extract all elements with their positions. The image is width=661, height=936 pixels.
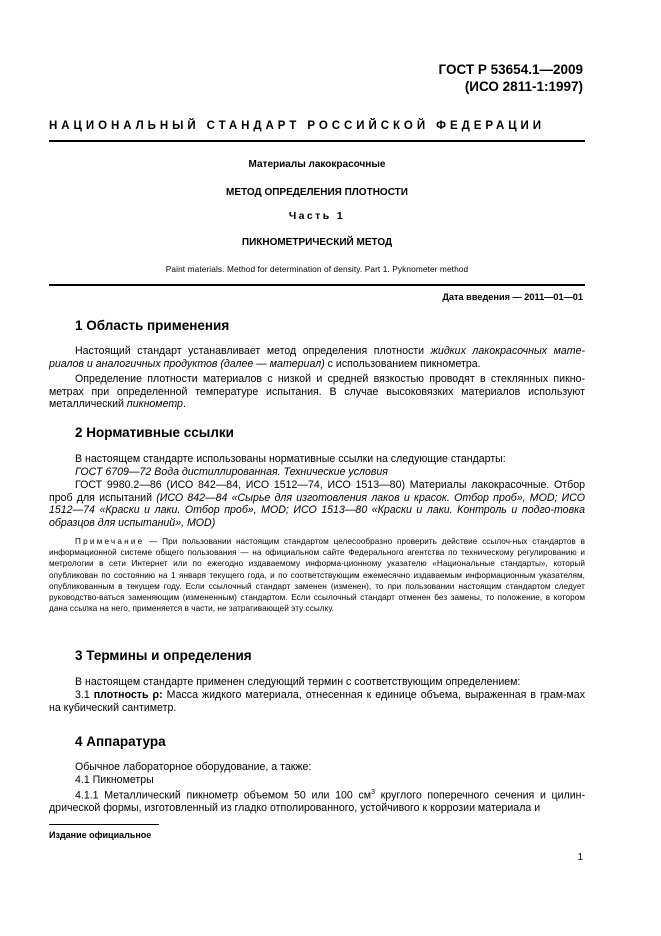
section-4-intro: Обычное лабораторное оборудование, а также: <box>75 761 312 773</box>
subsection-4-1-1: 4.1.1 Металлический пикнометр объемом 50 или 100 $см^3$ круглого поперечного сечения и цилин-дрической формы, изготовленный из гладко отполированного, устойчивого к коррозии материала и <box>49 789 586 815</box>
title-rule <box>49 284 585 286</box>
section-1-paragraph-1: Настоящий стандарт устанавливает метод определения плотности жидких лакокрасочных мате-риалов и аналогичных продуктов (далее — материал) с использованием пикнометра. <box>49 345 585 370</box>
iso-number: (ИСО 2811-1:1997) <box>464 79 583 94</box>
title-method: МЕТОД ОПРЕДЕЛЕНИЯ ПЛОТНОСТИ <box>226 187 408 198</box>
standard-number: ГОСТ Р 53654.1—2009 <box>438 62 583 77</box>
reference-gost-9980: ГОСТ 9980.2—86 (ИСО 842—84, ИСО 1512—74, ИСО 1513—80) Материалы лакокрасочные. Отбор проб для испытаний (ИСО 842—84 «Сырье для изготовления лаков и красок. Отбор проб», MOD; ИСО 1512—74 «Краски и лаки. Отбор проб», MOD; ИСО 1513—80 «Краски и лаки. Контроль и подго-товка образцов для испытаний», MOD) <box>49 479 585 529</box>
section-2-intro: В настоящем стандарте использованы нормативные ссылки на следующие стандарты: <box>75 453 506 465</box>
term-density: 3.1 плотность ρ: Масса жидкого материала, отнесенная к единице объема, выраженная в грам-мах на кубический сантиметр. <box>49 689 585 714</box>
subsection-4-1: 4.1 Пикнометры <box>75 774 154 786</box>
section-1-heading: 1 Область применения <box>75 318 230 333</box>
title-pyknometer: ПИКНОМЕТРИЧЕСКИЙ МЕТОД <box>241 237 393 248</box>
reference-gost-6709: ГОСТ 6709—72 Вода дистиллированная. Технические условия <box>75 466 388 478</box>
section-1-paragraph-2: Определение плотности материалов с низкой и средней вязкостью проводят в стеклянных пикно-метрах при определенной температуре испытания. В случае высоковязких материалов используют металлический пикнометр. <box>49 373 585 411</box>
english-title: Paint materials. Method for determination of density. Part 1. Pyknometer method <box>165 264 469 274</box>
page-number: 1 <box>577 852 583 863</box>
introduction-date: Дата введения — 2011—01—01 <box>442 292 583 302</box>
title-part: Часть 1 <box>288 210 346 222</box>
title-materials: Материалы лакокрасочные <box>248 159 386 170</box>
section-3-intro: В настоящем стандарте применен следующий термин с соответствующим определением: <box>75 676 521 688</box>
national-standard-line: НАЦИОНАЛЬНЫЙ СТАНДАРТ РОССИЙСКОЙ ФЕДЕРАЦИИ <box>49 120 545 132</box>
section-3-heading: 3 Термины и определения <box>75 648 252 663</box>
section-2-heading: 2 Нормативные ссылки <box>75 425 234 440</box>
section-4-heading: 4 Аппаратура <box>75 734 166 749</box>
footer-rule <box>49 824 159 825</box>
references-note: Примечание — При пользовании настоящим стандартом целесообразно проверить действие ссылоч-ных стандартов в информационной системе общего пользования — на официальном сайте Федерального агентства по техническому регулированию и метрологии в сети Интернет или по ежегодно издаваемому информа-ционному указателю «Национальные стандарты», который опубликован по состоянию на 1 января текущего года, и по соответствующим ежемесячно издаваемым информационным указателям, опубликованным в текущем году. Если ссылочный стандарт заменен (изменен), то при пользовании настоящим стандартом следует руководство-ваться заменяющим (измененным) стандартом. Если ссылочный стандарт отменен без замены, то положение, в котором дана ссылка на него, применяется в части, не затрагивающей эту ссылку. <box>49 537 585 614</box>
top-rule <box>49 140 585 142</box>
official-edition: Издание официальное <box>49 830 152 840</box>
